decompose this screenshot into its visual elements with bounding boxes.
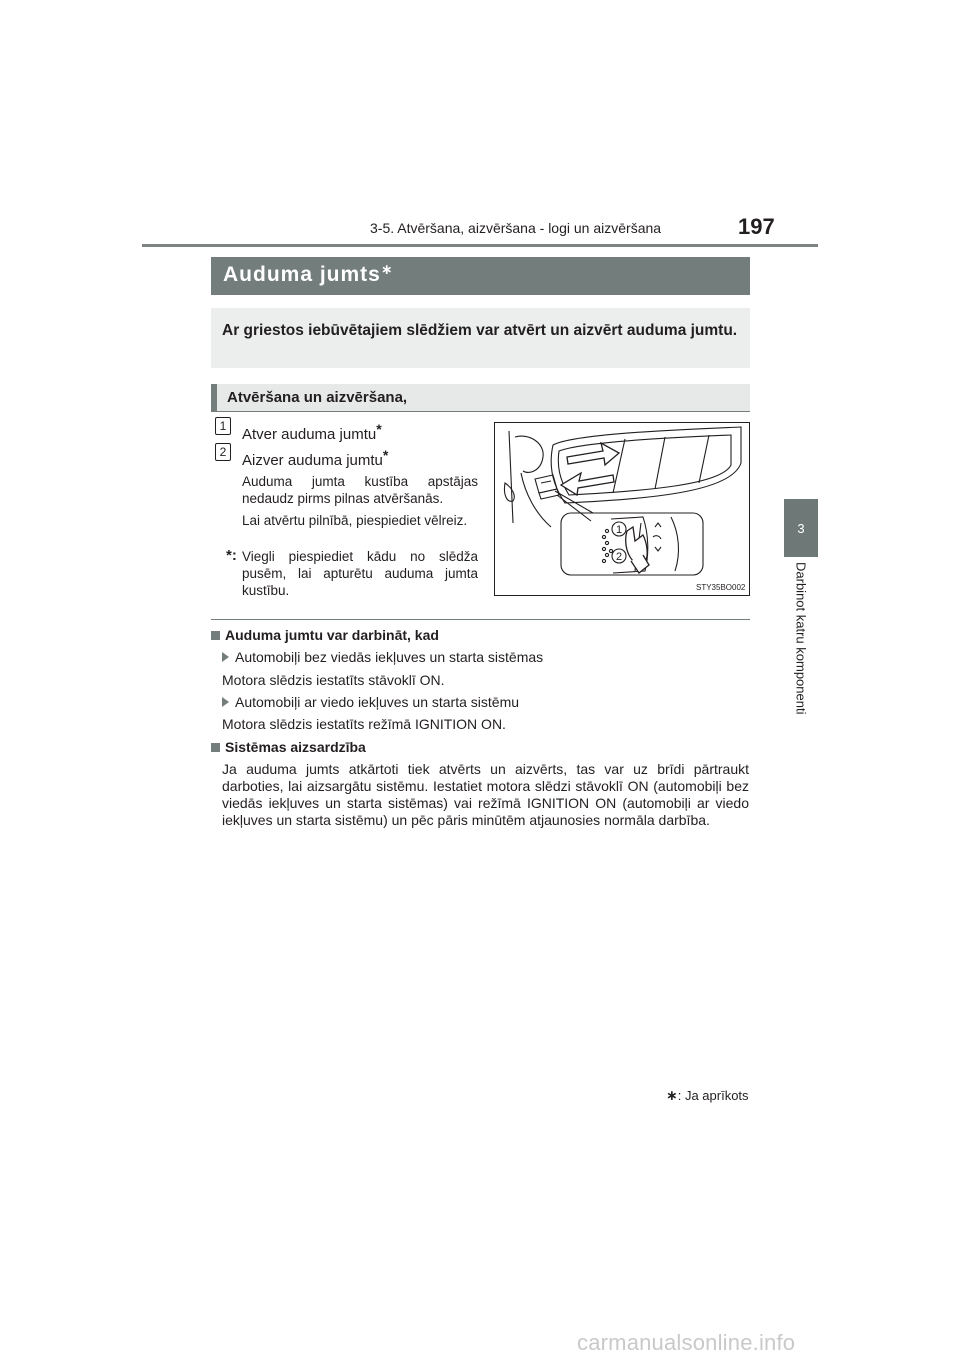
page-title-bar [211,257,750,295]
note-star-mark: *: [226,547,237,564]
item-2-star: * [382,447,389,463]
section-protection-title: Sistēmas aizsardzība [225,739,366,755]
section-operation-title: Auduma jumtu var darbināt, kad [225,627,439,643]
condition-line-3-text: Automobiļi ar viedo iekļuves un starta sistēmu [235,694,520,710]
item-2-label: Aizver auduma jumtu [242,452,383,469]
watermark: carmanualsonline.info [577,1330,796,1355]
footnote [666,1087,749,1104]
condition-line-1-text: Automobiļi bez viedās iekļuves un starta sistēmas [235,649,544,665]
callout-2: 2 [615,551,623,563]
footnote-mark: ∗ [666,1087,678,1103]
section-breadcrumb: 3-5. Atvēršana, aizvēršana - logi un aizvēršana [370,220,662,236]
heading-square-icon [211,631,220,640]
page-title [223,263,394,287]
subheading-divider [211,411,750,412]
callout-1: 1 [615,524,623,536]
header-divider [142,244,818,247]
page-title-text: Auduma jumts [223,263,381,286]
chapter-tab [784,499,818,557]
protection-paragraph: Ja auduma jumts atkārtoti tiek atvērts un aizvērts, tas var uz brīdi pārtraukt darboties, lai aizsargātu sistēmu. Iestatiet motora slēdzi stāvoklī ON (automobiļi bez viedās iekļuves un starta sistēmas) vai režīmā IGNITION ON (automobiļi ar viedo iekļuves un starta sistēmu) un pēc pāris minūtēm atjaunosies normāla darbība. [222,761,749,828]
subheading-bar [211,384,750,411]
illustration-code: STY35BO002 [696,583,746,592]
condition-line-1 [222,649,543,665]
title-asterisk: ∗ [380,261,394,277]
section-protection-heading [211,739,366,755]
subheading-accent [211,384,217,411]
triangle-bullet-icon [222,652,229,662]
sunroof-switch-drawing [495,423,749,595]
footnote-text: : Ja aprīkots [677,1088,749,1103]
note-stop-before-open: Auduma jumta kustība apstājas nedaudz pirms pilnas atvēršanās. [242,474,478,506]
intro-text: Ar griestos iebūvētajiem slēdžiem var atvērt un aizvērt auduma jumtu. [222,322,738,339]
switch-illustration [494,422,750,596]
item-number-2: 2 [215,443,231,461]
intro-box [211,308,750,368]
item-number-1: 1 [215,417,231,435]
condition-line-3 [222,694,519,710]
subheading-text: Atvēršana un aizvēršana, [227,389,408,406]
condition-line-4: Motora slēdzis iestatīts režīmā IGNITION ON. [222,716,506,732]
chapter-label [786,562,816,746]
heading-square-icon [211,743,220,752]
section-operation-heading [211,627,439,643]
page-number: 197 [738,214,775,239]
chapter-number: 3 [797,520,805,536]
chapter-label-text: Darbinot katru komponenti [793,562,809,715]
triangle-bullet-icon [222,697,229,707]
note-star-text: Viegli piespiediet kādu no slēdža pusēm, lai apturētu auduma jumta kustību. [242,549,478,598]
condition-line-2: Motora slēdzis iestatīts stāvoklī ON. [222,672,445,688]
note-press-again: Lai atvērtu pilnībā, piespiediet vēlreiz. [242,513,468,528]
item-1-star: * [376,421,382,437]
item-1-text [242,420,382,443]
item-1-label: Atver auduma jumtu [242,426,377,443]
section-divider [211,619,750,620]
item-2-text [242,446,388,469]
